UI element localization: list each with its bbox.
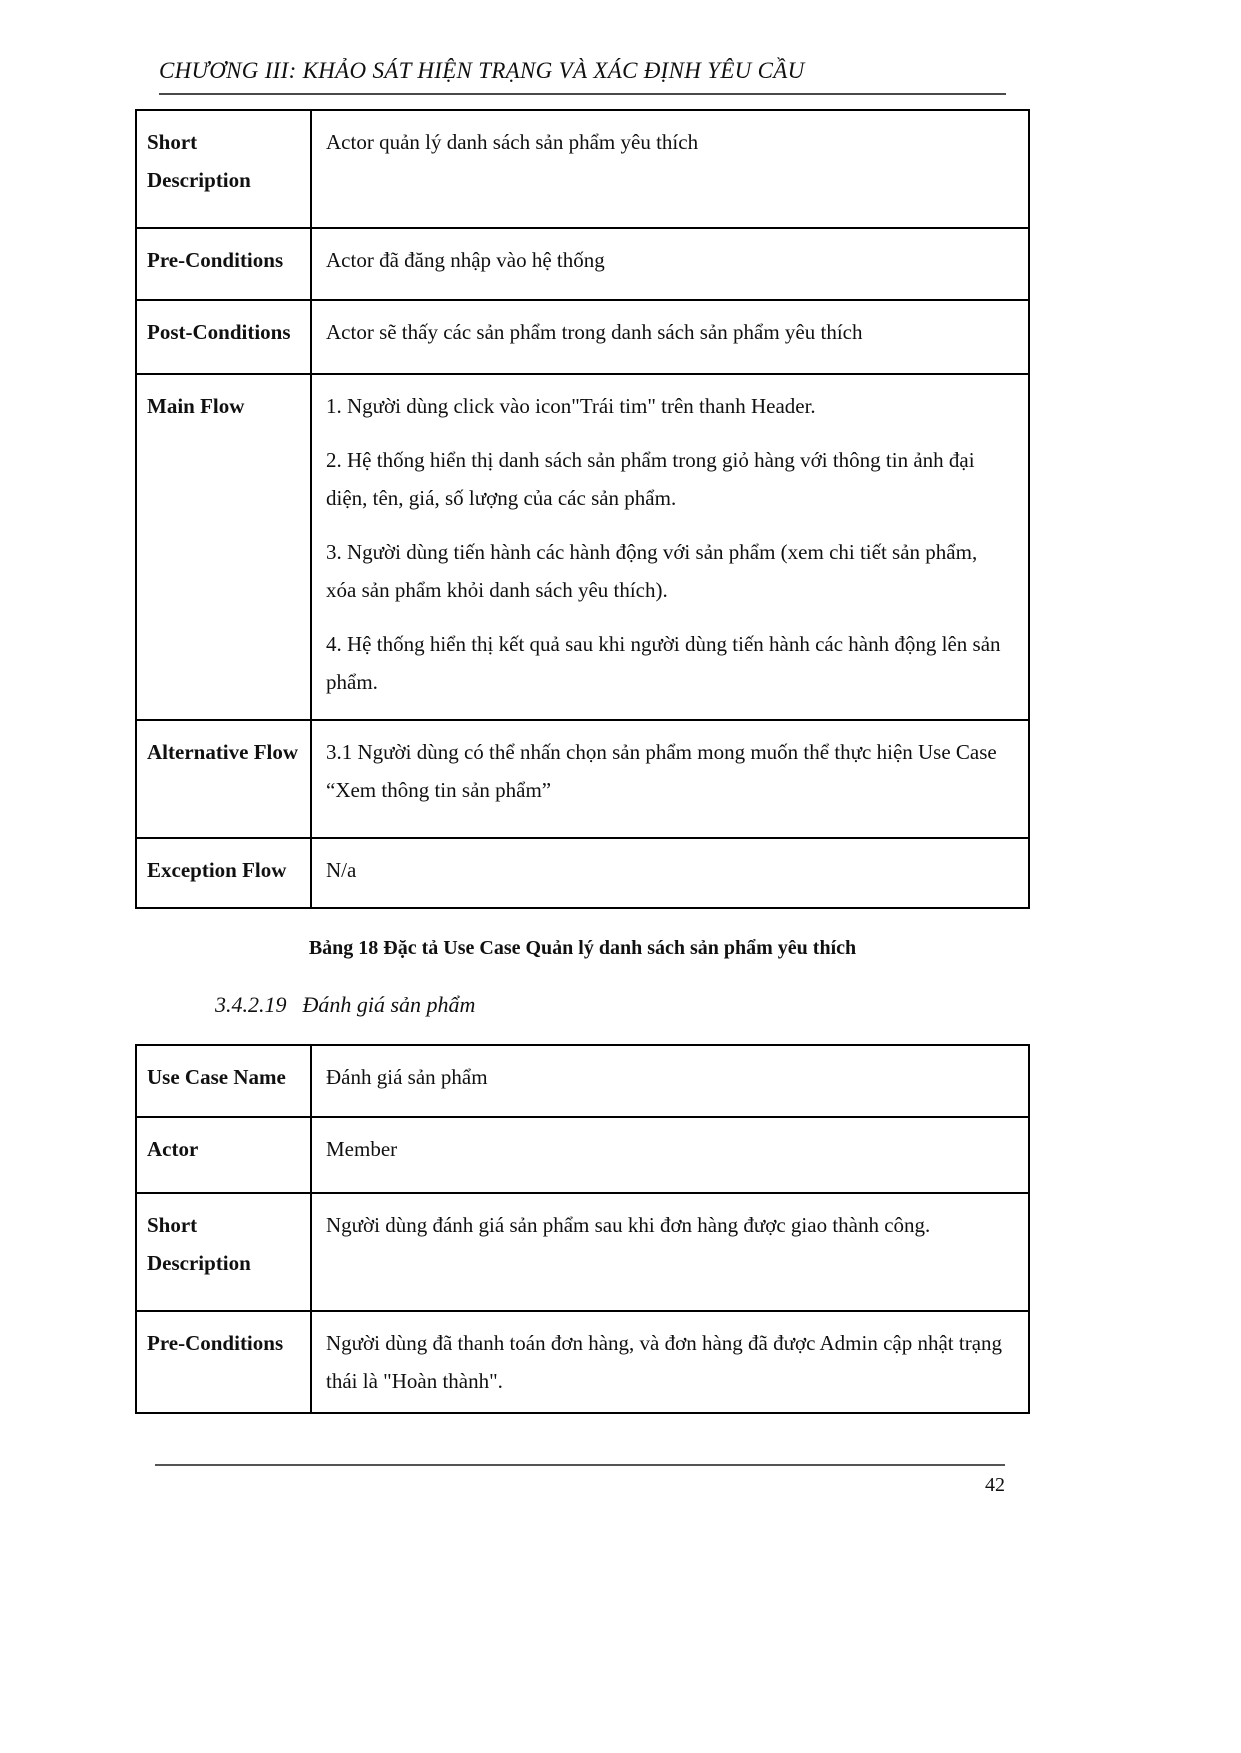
- row-content: [311, 374, 1029, 720]
- section-title: Đánh giá sản phẩm: [302, 992, 476, 1017]
- table-row: [136, 1193, 1029, 1311]
- row-label: Short Description: [136, 1193, 311, 1311]
- table-row: [136, 110, 1029, 228]
- row-label: Main Flow: [136, 374, 311, 720]
- table-row: [136, 1045, 1029, 1117]
- row-content: [311, 300, 1029, 374]
- paragraph: Actor quản lý danh sách sản phẩm yêu thích: [326, 130, 699, 154]
- row-label: Exception Flow: [136, 838, 311, 908]
- row-label: Short Description: [136, 110, 311, 228]
- use-case-table-1: [135, 109, 1030, 909]
- use-case-table-2: [135, 1044, 1030, 1414]
- row-content: [311, 228, 1029, 300]
- paragraph: Actor đã đăng nhập vào hệ thống: [326, 248, 605, 272]
- paragraph: Actor sẽ thấy các sản phẩm trong danh sách sản phẩm yêu thích: [326, 320, 863, 344]
- footer-rule: [155, 1464, 1005, 1497]
- row-content: [311, 720, 1029, 838]
- table-row: [136, 838, 1029, 908]
- paragraph: Người dùng đánh giá sản phẩm sau khi đơn hàng được giao thành công.: [326, 1213, 931, 1237]
- row-content: [311, 1045, 1029, 1117]
- paragraph: 4. Hệ thống hiển thị kết quả sau khi người dùng tiến hành các hành động lên sản phẩm.: [326, 632, 1001, 694]
- row-content: [311, 1193, 1029, 1311]
- table-caption: Bảng 18 Đặc tả Use Case Quản lý danh sách sản phẩm yêu thích: [308, 937, 857, 959]
- row-label: Alternative Flow: [136, 720, 311, 838]
- row-content: [311, 838, 1029, 908]
- paragraph: 2. Hệ thống hiển thị danh sách sản phẩm trong giỏ hàng với thông tin ảnh đại diện, tên, giá, số lượng của các sản phẩm.: [326, 448, 975, 510]
- paragraph: 3. Người dùng tiến hành các hành động với sản phẩm (xem chi tiết sản phẩm, xóa sản phẩm khỏi danh sách yêu thích).: [326, 540, 978, 602]
- table-row: [136, 374, 1029, 720]
- table-row: [136, 1117, 1029, 1193]
- paragraph: N/a: [326, 858, 357, 882]
- paragraph: Member: [326, 1137, 398, 1161]
- page-number: 42: [985, 1474, 1005, 1496]
- row-label: Pre-Conditions: [136, 1311, 311, 1413]
- table-row: [136, 228, 1029, 300]
- row-label: Use Case Name: [136, 1045, 311, 1117]
- paragraph: 1. Người dùng click vào icon"Trái tim" trên thanh Header.: [326, 394, 816, 418]
- section-heading: [215, 992, 1030, 1018]
- row-content: [311, 1117, 1029, 1193]
- table-row: [136, 720, 1029, 838]
- paragraph: Đánh giá sản phẩm: [326, 1065, 488, 1089]
- row-label: Actor: [136, 1117, 311, 1193]
- paragraph: Người dùng đã thanh toán đơn hàng, và đơn hàng đã được Admin cập nhật trạng thái là "Hoàn thành".: [326, 1331, 1003, 1393]
- row-content: [311, 110, 1029, 228]
- table-row: [136, 1311, 1029, 1413]
- paragraph: 3.1 Người dùng có thể nhấn chọn sản phẩm mong muốn thể thực hiện Use Case “Xem thông tin sản phẩm”: [326, 740, 997, 802]
- section-number: 3.4.2.19: [215, 992, 287, 1017]
- row-content: [311, 1311, 1029, 1413]
- row-label: Post-Conditions: [136, 300, 311, 374]
- row-label: Pre-Conditions: [136, 228, 311, 300]
- table-row: [136, 300, 1029, 374]
- chapter-header: CHƯƠNG III: KHẢO SÁT HIỆN TRẠNG VÀ XÁC ĐỊNH YÊU CẦU: [159, 58, 1006, 95]
